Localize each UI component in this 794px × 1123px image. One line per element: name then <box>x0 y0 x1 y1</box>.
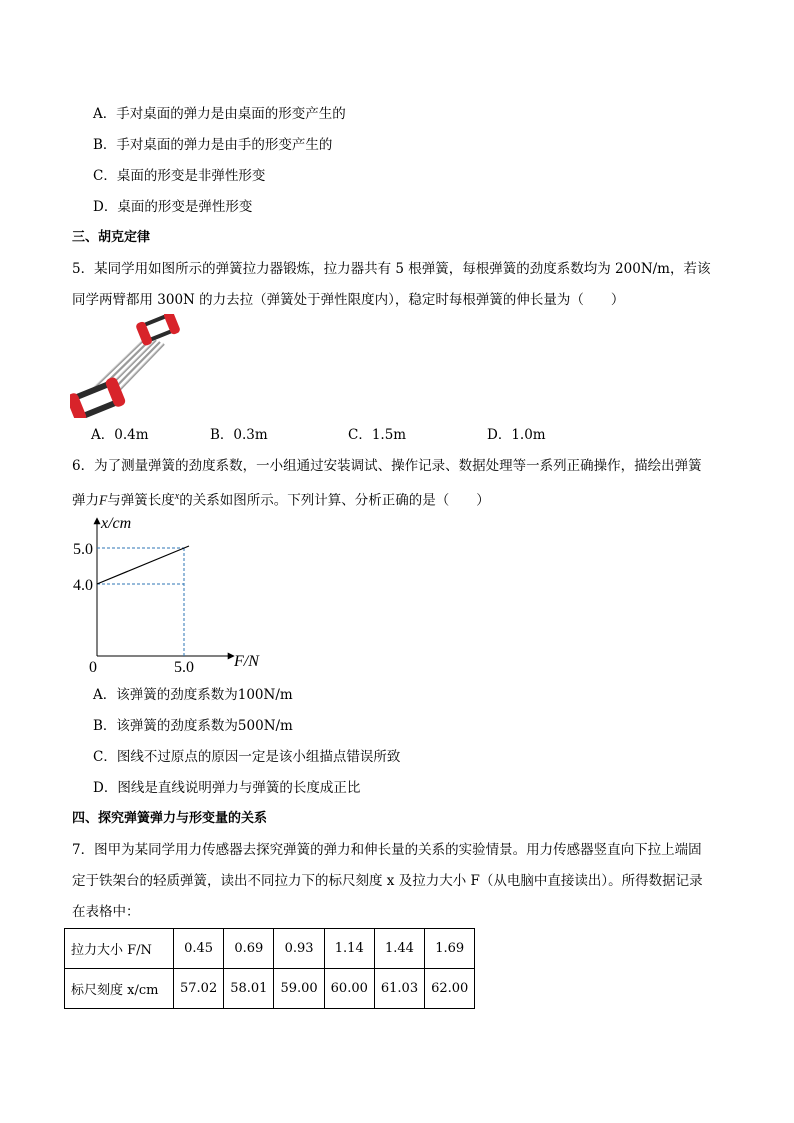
q5-option-d: D．1.0m <box>487 427 546 443</box>
table-row <box>65 969 475 1009</box>
origin-label: 0 <box>89 659 97 676</box>
x-axis-label: F/N <box>234 653 259 670</box>
y-axis-label: x/cm <box>101 515 132 532</box>
y-tick-label: 5.0 <box>73 541 93 558</box>
series-line <box>97 546 189 584</box>
table-cell: 0.45 <box>174 929 224 969</box>
q6-text-a: 弹力 <box>72 492 99 509</box>
x-tick-label: 5.0 <box>174 659 194 676</box>
q7-stem-line3: 在表格中： <box>72 904 140 920</box>
row-header-scale: 标尺刻度 x/cm <box>65 969 174 1009</box>
x-vs-F-chart <box>66 508 286 678</box>
section-heading-hooke-law: 三、胡克定律 <box>72 230 151 245</box>
q6-option-a: A．该弹簧的劲度系数为100N/m <box>93 687 293 703</box>
y-tick-label: 4.0 <box>73 577 93 594</box>
q4-option-a: A．手对桌面的弹力是由桌面的形变产生的 <box>93 106 346 122</box>
q5-option-a: A．0.4m <box>91 427 149 443</box>
q7-stem-line1: 7．图甲为某同学用力传感器去探究弹簧的弹力和伸长量的关系的实验情景。用力传感器竖直向下拉上端固 <box>72 842 702 858</box>
q4-option-d: D．桌面的形变是弹性形变 <box>93 199 253 215</box>
table-cell: 1.44 <box>374 929 424 969</box>
q6-text-c: 的关系如图所示。下列计算、分析正确的是（ ） <box>179 492 490 509</box>
q7-data-table <box>64 928 475 1009</box>
table-cell: 61.03 <box>374 969 424 1009</box>
table-cell: 1.14 <box>324 929 374 969</box>
row-header-force: 拉力大小 F/N <box>65 929 174 969</box>
var-x: x <box>174 491 180 502</box>
q5-stem-line2: 同学两臂都用 300N 的力去拉（弹簧处于弹性限度内），稳定时每根弹簧的伸长量为（ ） <box>72 292 625 308</box>
var-F: F <box>99 492 108 508</box>
table-cell: 0.93 <box>274 929 324 969</box>
spring-exerciser-image <box>70 314 182 418</box>
q6-stem-line1: 6．为了测量弹簧的劲度系数，一小组通过安装调试、操作记录、数据处理等一系列正确操作，描绘出弹簧 <box>72 458 702 474</box>
q7-stem-line2: 定于铁架台的轻质弹簧，读出不同拉力下的标尺刻度 x 及拉力大小 F（从电脑中直接读出）。所得数据记录 <box>72 873 703 889</box>
q5-option-b: B．0.3m <box>210 427 268 443</box>
table-cell: 0.69 <box>224 929 274 969</box>
section-heading-spring-experiment: 四、探究弹簧弹力与形变量的关系 <box>72 811 268 826</box>
table-row <box>65 929 475 969</box>
table-cell: 1.69 <box>425 929 475 969</box>
q6-option-b: B．该弹簧的劲度系数为500N/m <box>93 718 293 734</box>
q4-option-c: C．桌面的形变是非弹性形变 <box>93 168 266 184</box>
q6-option-d: D．图线是直线说明弹力与弹簧的长度成正比 <box>93 780 361 796</box>
table-cell: 60.00 <box>324 969 374 1009</box>
table-cell: 62.00 <box>425 969 475 1009</box>
table-cell: 57.02 <box>174 969 224 1009</box>
table-cell: 59.00 <box>274 969 324 1009</box>
q6-stem-line2 <box>72 487 490 511</box>
q6-text-b: 与弹簧长度 <box>107 492 175 509</box>
q4-option-b: B．手对桌面的弹力是由手的形变产生的 <box>93 137 333 153</box>
q6-option-c: C．图线不过原点的原因一定是该小组描点错误所致 <box>93 749 401 765</box>
q5-option-c: C．1.5m <box>348 427 407 443</box>
q5-stem-line1: 5．某同学用如图所示的弹簧拉力器锻炼，拉力器共有 5 根弹簧，每根弹簧的劲度系数均为 200N/m，若该 <box>72 261 711 277</box>
table-cell: 58.01 <box>224 969 274 1009</box>
